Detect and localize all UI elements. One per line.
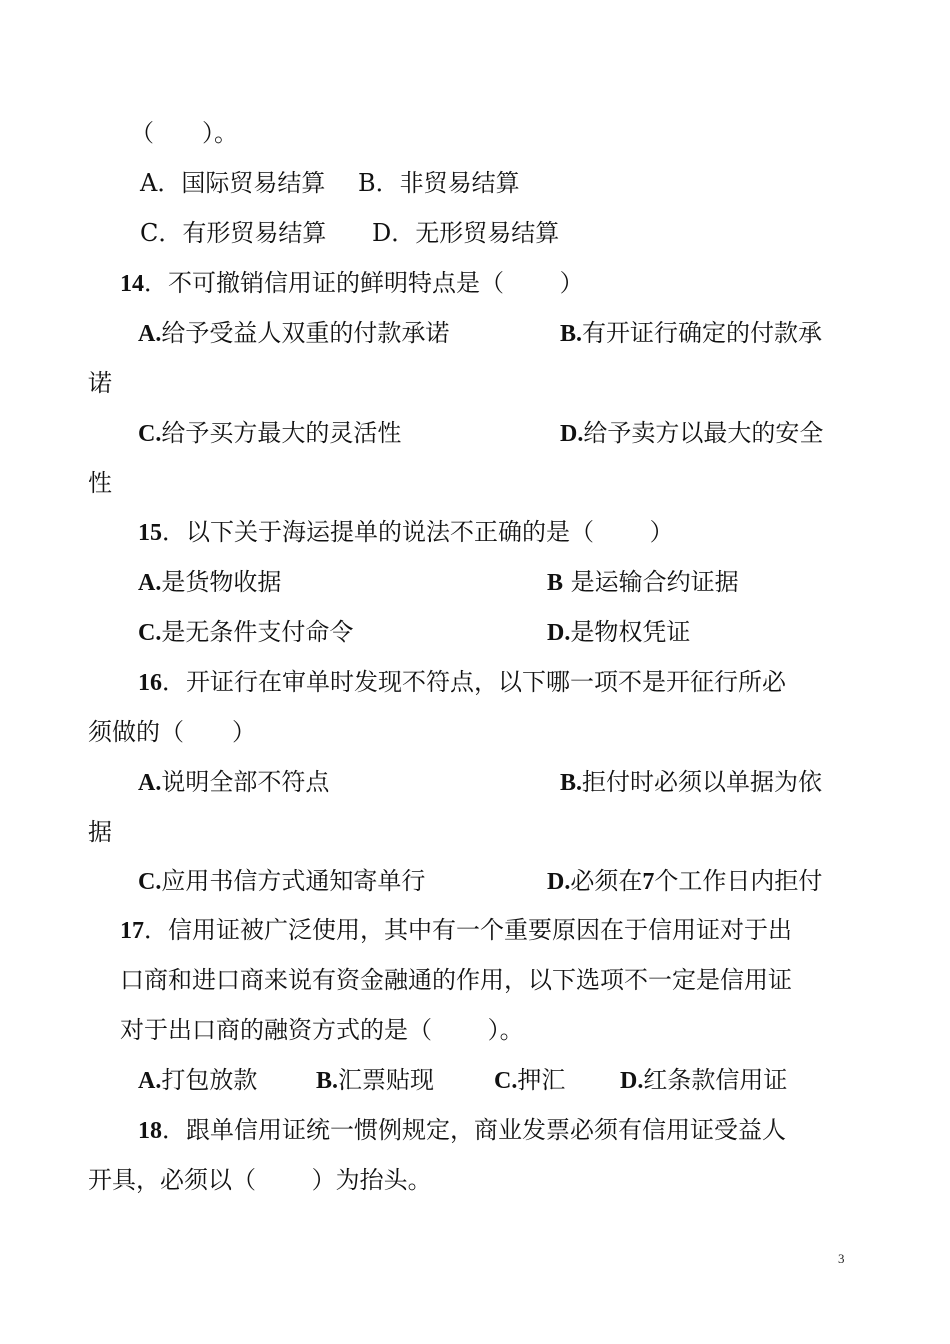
q17-question — [120, 915, 792, 946]
q14-b-text: 有开证行确定的付款承 — [582, 319, 823, 347]
q18-question-cont: 开具，必须以（ ）为抬头。 — [88, 1166, 432, 1194]
q17-question-cont-2: 对于出口商的融资方式的是（ ）。 — [120, 1016, 524, 1044]
q15-option-c — [138, 617, 353, 648]
q14-option-c — [138, 418, 401, 449]
q15-d-text: 是物权凭证 — [570, 618, 691, 646]
q16-d-number: 7 — [642, 869, 655, 895]
q14-d-label: D. — [560, 421, 584, 447]
q15-number: 15 — [138, 520, 162, 546]
q14-d-text: 给予卖方以最大的安全 — [583, 419, 824, 447]
q17-b-label: B. — [316, 1068, 339, 1094]
q17-d-label: D. — [620, 1068, 644, 1094]
q15-option-b — [547, 567, 739, 598]
q16-d-text-2: 个工作日内拒付 — [654, 867, 823, 895]
q15-d-label: D. — [547, 620, 571, 646]
q14-b-label: B. — [560, 321, 583, 347]
page-number: 3 — [838, 1251, 845, 1266]
q15-c-label: C. — [138, 620, 162, 646]
q17-b-text: 汇票贴现 — [338, 1066, 435, 1094]
q18-text: ．跟单信用证统一惯例规定，商业发票必须有信用证受益人 — [162, 1116, 786, 1144]
q17-question-cont-1: 口商和进口商来说有资金融通的作用，以下选项不一定是信用证 — [120, 966, 792, 994]
q17-option-c — [494, 1065, 565, 1096]
q16-option-a — [138, 767, 329, 798]
q16-question-cont: 须做的（ ） — [88, 718, 256, 746]
q16-text: ．开证行在审单时发现不符点，以下哪一项不是开征行所必 — [162, 668, 786, 696]
q14-number: 14 — [120, 271, 144, 297]
q16-d-label: D. — [547, 869, 571, 895]
q16-a-text: 说明全部不符点 — [161, 768, 330, 796]
q16-c-label: C. — [138, 869, 162, 895]
q15-question — [138, 517, 674, 548]
q13-option-c: C．有形贸易结算 — [140, 219, 327, 247]
q16-b-label: B. — [560, 770, 583, 796]
q16-option-c — [138, 866, 425, 897]
q17-a-label: A. — [138, 1068, 162, 1094]
q16-question — [138, 667, 786, 698]
q18-number: 18 — [138, 1118, 162, 1144]
q18-question — [138, 1115, 786, 1146]
q16-option-b — [560, 767, 822, 798]
q13-option-b: B．非贸易结算 — [358, 169, 520, 197]
q14-option-d-cont: 性 — [88, 469, 112, 497]
q14-option-d — [560, 418, 823, 449]
q13-tail: （ ）。 — [130, 119, 238, 147]
q15-option-d — [547, 617, 690, 648]
q16-option-d — [547, 866, 822, 897]
q15-b-text: 是运输合约证据 — [563, 568, 739, 596]
q15-a-text: 是货物收据 — [161, 568, 282, 596]
q17-c-label: C. — [494, 1068, 518, 1094]
q16-c-text: 应用书信方式通知寄单行 — [161, 867, 426, 895]
q14-c-text: 给予买方最大的灵活性 — [161, 419, 402, 447]
q14-a-text: 给予受益人双重的付款承诺 — [161, 319, 450, 347]
q15-option-a — [138, 567, 281, 598]
q17-c-text: 押汇 — [517, 1066, 566, 1094]
q17-a-text: 打包放款 — [161, 1066, 258, 1094]
q16-a-label: A. — [138, 770, 162, 796]
q16-d-text-1: 必须在 — [570, 867, 643, 895]
q17-d-text: 红条款信用证 — [643, 1066, 788, 1094]
q15-text: ．以下关于海运提单的说法不正确的是（ ） — [162, 518, 674, 546]
q14-question — [120, 268, 584, 299]
q17-option-a — [138, 1065, 257, 1096]
q14-option-b — [560, 318, 822, 349]
q17-option-d — [620, 1065, 787, 1096]
q14-option-a — [138, 318, 449, 349]
q15-c-text: 是无条件支付命令 — [161, 618, 354, 646]
q13-option-d: D．无形贸易结算 — [372, 219, 560, 247]
q15-b-label: B — [547, 570, 564, 596]
q14-c-label: C. — [138, 421, 162, 447]
q17-number: 17 — [120, 918, 144, 944]
q14-a-label: A. — [138, 321, 162, 347]
q14-text: ．不可撤销信用证的鲜明特点是（ ） — [144, 269, 584, 297]
q13-option-a: A．国际贸易结算 — [140, 169, 326, 197]
q17-text: ．信用证被广泛使用，其中有一个重要原因在于信用证对于出 — [144, 916, 792, 944]
q14-option-b-cont: 诺 — [88, 369, 112, 397]
q15-a-label: A. — [138, 570, 162, 596]
q16-option-b-cont: 据 — [88, 818, 112, 846]
q17-option-b — [316, 1065, 434, 1096]
q16-b-text: 拒付时必须以单据为依 — [582, 768, 823, 796]
q16-number: 16 — [138, 670, 162, 696]
